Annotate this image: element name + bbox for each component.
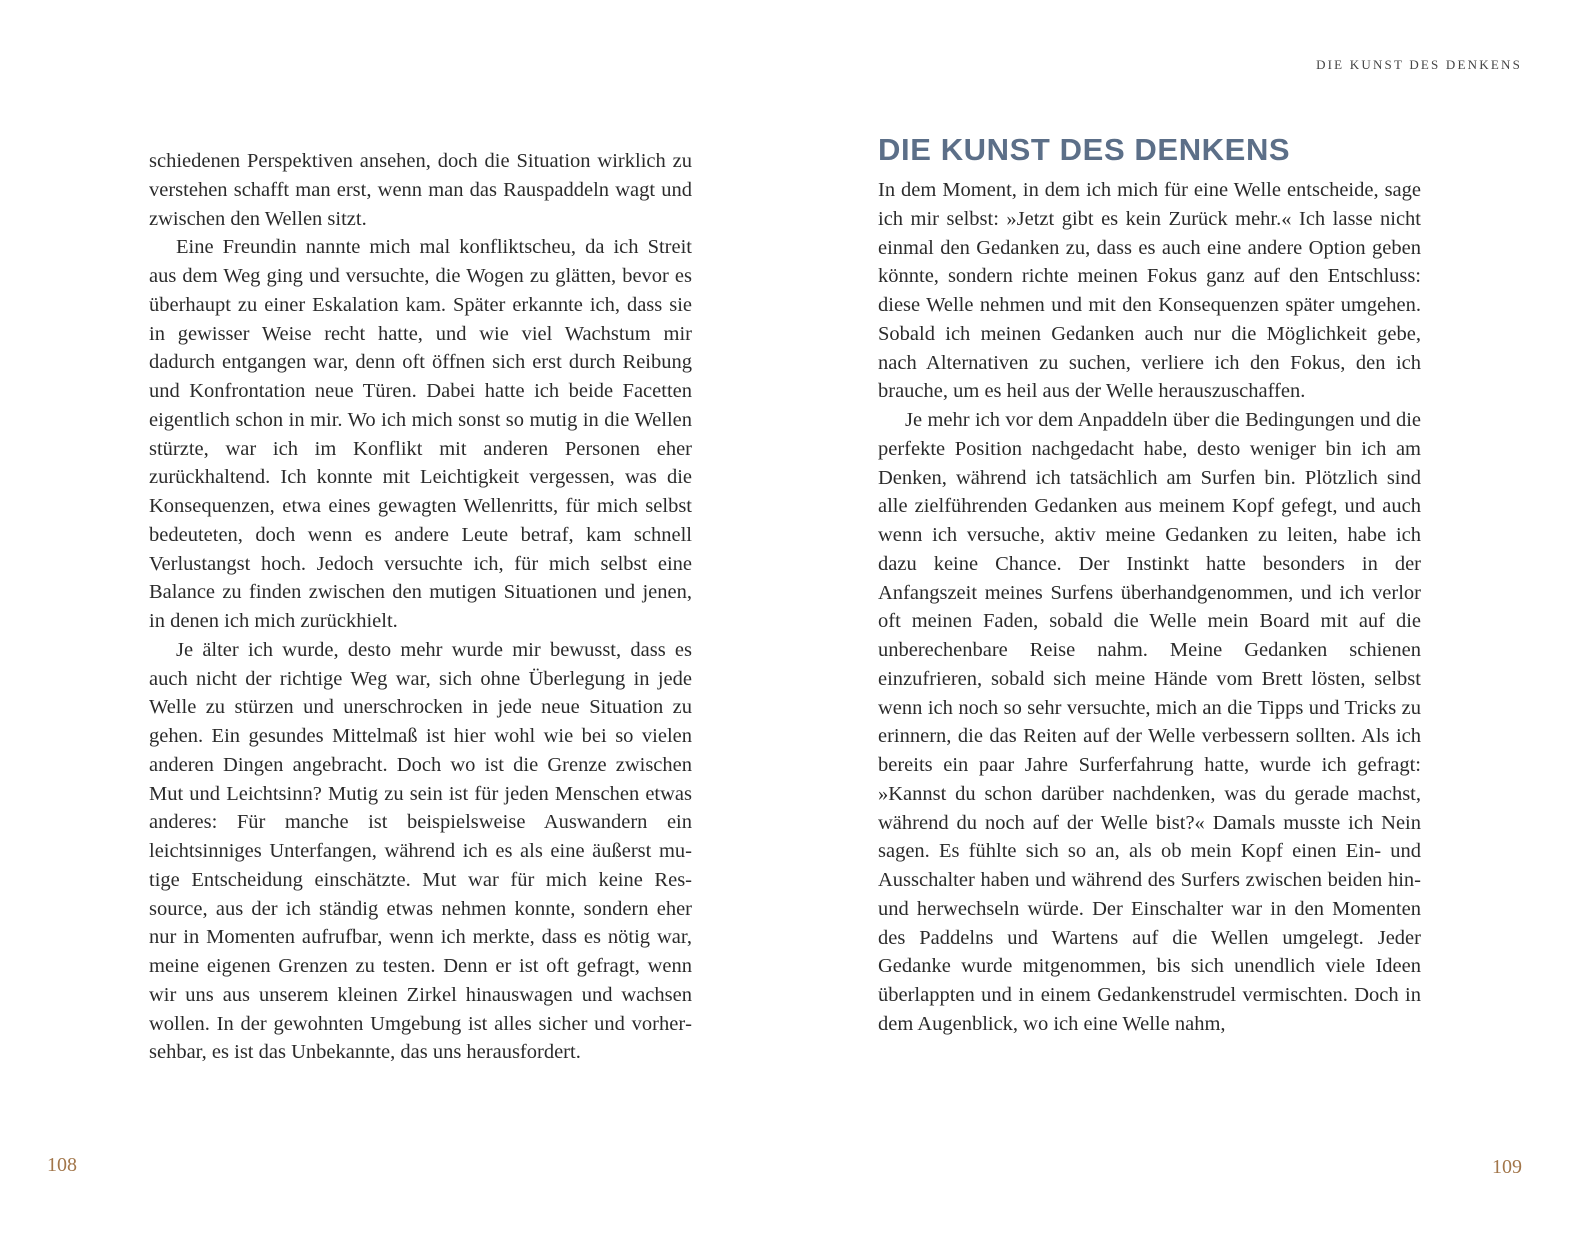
paragraph: Je mehr ich vor dem Anpaddeln über die Bedingungen und die perfekte Position nachgedacht habe, desto weniger bin ich am Denken, während ich tatsächlich am Surfen bin. Plötzlich sind alle zielführenden Gedanken aus meinem Kopf gefegt, und auch wenn ich versuche, aktiv meine Gedanken zu leiten, habe ich dazu keine Chance. Der Instinkt hatte besonders in der Anfangszeit meines Surfens überhandgenommen, und ich verlor oft meinen Faden, sobald die Welle mein Board mit auf die unberechenbare Reise nahm. Meine Gedanken schienen einzufrieren, sobald sich meine Hände vom Brett lösten, selbst wenn ich noch so sehr versuchte, mich an die Tipps und Tricks zu erinnern, die das Reiten auf der Welle verbessern sollten. Als ich bereits ein paar Jahre Surferfahrung hatte, wurde ich gefragt: »Kannst du schon darüber nachdenken, was du gerade machst, während du noch auf der Welle bist?« Damals musste ich Nein sagen. Es fühlte sich so an, als ob mein Kopf einen Ein- und Ausschalter haben und während des Surfers zwischen beiden hin- und herwechseln würde. Der Einschalter war in den Momenten des Paddelns und Wartens auf die Wellen umgelegt. Jeder Gedanke wurde mitgenommen, bis sich unendlich viele Ideen überlappten und in einem Gedankenstrudel vermischten. Doch in dem Augenblick, wo ich eine Welle nahm, — [878, 409, 1421, 1035]
paragraph: schiedenen Perspektiven ansehen, doch die Situation wirklich zu verstehen schafft man erst, wenn man das Rauspaddeln wagt und zwischen den Wellen sitzt. — [149, 150, 692, 230]
page-number-left: 108 — [47, 1154, 77, 1176]
paragraph: In dem Moment, in dem ich mich für eine Welle entscheide, sage ich mir selbst: »Jetzt gibt es kein Zurück mehr.« Ich lasse nicht einmal den Gedanken zu, dass es auch eine andere Option geben könnte, sondern richte meinen Fokus ganz auf den Entschluss: diese Welle nehmen und mit den Konsequenzen später umgehen. Sobald ich meinen Gedanken auch nur die Möglichkeit gebe, nach Alternativen zu suchen, verliere ich den Fokus, den ich brauche, um es heil aus der Welle herauszuschaffen. — [878, 179, 1421, 403]
paragraph: Je älter ich wurde, desto mehr wurde mir bewusst, dass es auch nicht der richtige Weg war, sich ohne Überlegung in jede Welle zu stürzen und unerschrocken in jede neue Situation zu gehen. Ein gesundes Mittelmaß ist hier wohl wie bei so vielen anderen Dingen angebracht. Doch wo ist die Grenze zwischen Mut und Leichtsinn? Mutig zu sein ist für jeden Menschen etwas anderes: Für manche ist beispielsweise Auswandern ein leichtsinniges Unterfangen, während ich es als eine äußerst mutige Entscheidung einschätzte. Mut war für mich keine Ressource, aus der ich ständig etwas nehmen konnte, sondern eher nur in Momenten aufrufbar, wenn ich merkte, dass es nötig war, meine eigenen Grenzen zu testen. Denn er ist oft gefragt, wenn wir uns aus unserem kleinen Zirkel hinauswagen und wachsen wollen. In der gewohnten Umgebung ist alles sicher und vorhersehbar, es ist das Unbekannte, das uns herausfordert. — [149, 638, 692, 1064]
paragraph: Eine Freundin nannte mich mal konfliktscheu, da ich Streit aus dem Weg ging und versuchte, die Wogen zu glätten, bevor es überhaupt zu einer Eskalation kam. Später erkannte ich, dass sie in gewisser Weise recht hatte, und wie viel Wachstum mir dadurch entgangen war, denn oft öffnen sich erst durch Reibung und Konfrontation neue Türen. Dabei hatte ich beide Facetten eigentlich schon in mir. Wo ich mich sonst so mutig in die Wellen stürzte, war ich im Konflikt mit anderen Personen eher zurückhaltend. Ich konnte mit Leichtigkeit vergessen, was die Konsequenzen, etwa eines gewagten Wellenritts, für mich selbst bedeuteten, doch wenn es andere Leute betraf, kam schnell Verlustangst hoch. Jedoch versuchte ich, für mich selbst eine Balance zu finden zwischen den mutigen Situationen und jenen, in denen ich mich zurückhielt. — [149, 236, 692, 632]
right-page-body — [878, 176, 1421, 1039]
left-page-body — [149, 147, 692, 1067]
chapter-title: DIE KUNST DES DENKENS — [878, 132, 1291, 167]
page-number-right: 109 — [1492, 1156, 1522, 1178]
running-header: DIE KUNST DES DENKENS — [1316, 57, 1522, 72]
